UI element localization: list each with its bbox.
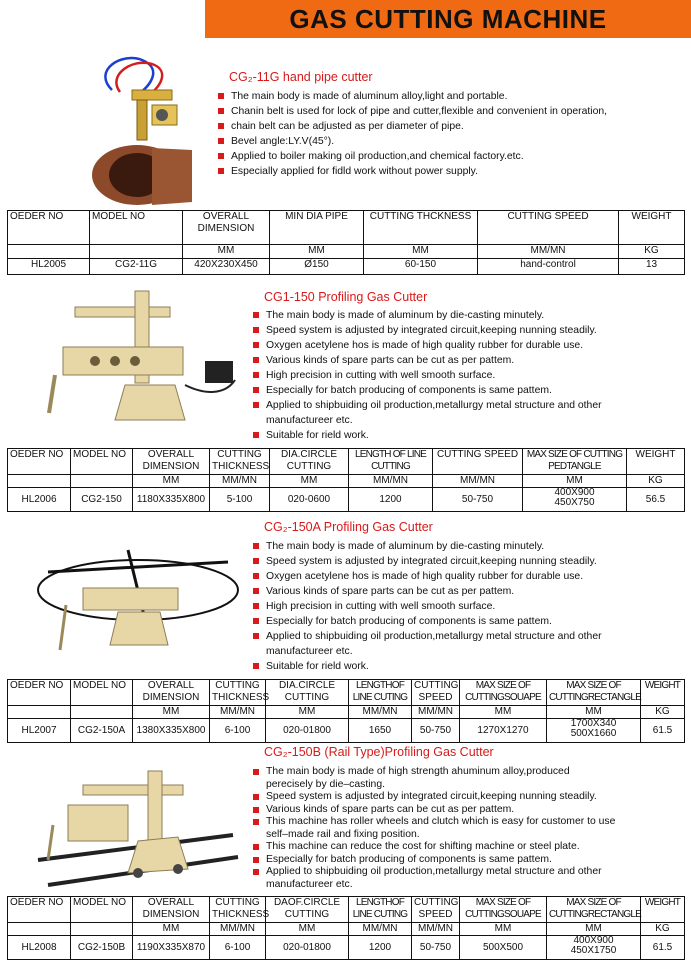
weight-cell: 13 xyxy=(619,259,685,275)
header-cell: DIA.CIRCLE CUTTING xyxy=(266,680,349,706)
header-cell: WEIGHT xyxy=(619,211,685,245)
data-cell: 60-150 xyxy=(364,259,478,275)
header-cell: CUTTING THICKNESS xyxy=(210,897,266,923)
s2-bullet: Applied to shipbuiding oil production,metallurgy metal structure and other xyxy=(252,398,602,413)
s4-spec-table xyxy=(7,896,685,960)
data-cell: 6-100 xyxy=(210,719,266,743)
header-cell: CUTTING THCKNESS xyxy=(364,211,478,245)
page-title: GAS CUTTING MACHINE xyxy=(289,3,607,34)
s4-bullet: The main body is made of high strength ahuminum alloy,produced xyxy=(252,766,615,779)
s1-bullet: Especially applied for fidld work without power supply. xyxy=(217,164,607,179)
unit-cell: MM/MN xyxy=(349,475,433,488)
unit-cell: KG xyxy=(641,923,685,936)
rail-cutter-image xyxy=(28,765,243,895)
rect-size-cell xyxy=(523,488,627,512)
unit-cell: MM/MN xyxy=(210,923,266,936)
unit-cell: MM/MN xyxy=(210,475,270,488)
header-cell: MAX SIZE OF CUTTINGRECTANGLE xyxy=(547,897,641,923)
unit-cell: MM xyxy=(270,245,364,259)
rect-size-a: 1700X340 xyxy=(570,718,617,729)
s3-bullet: The main body is made of aluminum by die-casting minutely. xyxy=(252,539,602,554)
s2-spec-table xyxy=(7,448,685,512)
s1-bullet: Chanin belt is used for lock of pipe and cutter,flexible and convenient in operation, xyxy=(217,104,607,119)
data-cell: 020-01800 xyxy=(266,936,349,960)
data-cell: 1190X335X870 xyxy=(133,936,210,960)
unit-cell xyxy=(8,706,71,719)
table-unit-row xyxy=(8,706,685,719)
s3-bullets xyxy=(252,539,602,674)
s3-title: CG₂-150A Profiling Gas Cutter xyxy=(264,520,433,534)
data-cell: 6-100 xyxy=(210,936,266,960)
s1-bullet: Applied to boiler making oil production,and chemical factory.etc. xyxy=(217,149,607,164)
s4-bullet: This machine has roller wheels and clutch which is easy for customer to use xyxy=(252,816,615,829)
header-cell: CUTTING SPEED xyxy=(478,211,619,245)
s2-bullet: Suitable for rield work. xyxy=(252,428,602,443)
header-cell: OEDER NO xyxy=(8,449,71,475)
unit-cell: MM xyxy=(266,923,349,936)
data-cell: 50-750 xyxy=(433,488,523,512)
unit-cell: MM xyxy=(133,475,210,488)
rect-size-cell xyxy=(547,936,641,960)
data-cell: 1380X335X800 xyxy=(133,719,210,743)
profiling-cutter-image xyxy=(35,285,245,435)
header-cell: MODEL NO xyxy=(90,211,183,245)
weight-cell: 61.5 xyxy=(641,936,685,960)
header-cell: MIN DIA PIPE xyxy=(270,211,364,245)
s3-bullet: Applied to shipbuiding oil production,metallurgy metal structure and other xyxy=(252,629,602,644)
header-cell: LENGTHOF LINE CUTING xyxy=(349,897,412,923)
s1-bullet: Bevel angle:LY.V(45°). xyxy=(217,134,607,149)
unit-cell: MM xyxy=(523,475,627,488)
data-cell: 1270X1270 xyxy=(460,719,547,743)
table-row xyxy=(8,259,685,275)
header-cell: MAX SIZE OF CUTTINGSOUAPE xyxy=(460,680,547,706)
data-cell: 500X500 xyxy=(460,936,547,960)
model-no-cell: CG2-150 xyxy=(71,488,133,512)
header-cell: LENGTH OF LINE CUTTING xyxy=(349,449,433,475)
rect-size-cell xyxy=(547,719,641,743)
data-cell: 5-100 xyxy=(210,488,270,512)
data-cell: Ø150 xyxy=(270,259,364,275)
s4-bullet: Applied to shipbuiding oil production,metallurgy metal structure and other xyxy=(252,866,615,879)
header-cell: CUTTING SPEED xyxy=(412,897,460,923)
s4-bullet: manufactureer etc. xyxy=(266,878,353,890)
data-cell: 1180X335X800 xyxy=(133,488,210,512)
s2-bullet: The main body is made of aluminum by die-casting minutely. xyxy=(252,308,602,323)
rect-size-b: 500X1660 xyxy=(570,728,617,739)
unit-cell xyxy=(8,923,71,936)
header-cell: WEIGHT xyxy=(641,680,685,706)
table-row xyxy=(8,488,685,512)
header-cell: OVERALL DIMENSION xyxy=(133,680,210,706)
data-cell: 1650 xyxy=(349,719,412,743)
s1-bullet: The main body is made of aluminum alloy,light and portable. xyxy=(217,89,607,104)
s2-bullets xyxy=(252,308,602,443)
s4-bullet: Especially for batch producing of components is same pattem. xyxy=(252,854,615,867)
title-banner xyxy=(205,0,691,38)
unit-cell: MM/MN xyxy=(412,706,460,719)
unit-cell xyxy=(8,475,71,488)
profiling-cutter-150a-image xyxy=(28,540,243,665)
table-unit-row xyxy=(8,923,685,936)
table-unit-row xyxy=(8,245,685,259)
s4-bullet: Speed system is adjusted by integrated circuit,keeping nunning steadily. xyxy=(252,791,615,804)
unit-cell: MM/MN xyxy=(478,245,619,259)
weight-cell: 56.5 xyxy=(627,488,685,512)
header-cell: CUTTING THICKNESS xyxy=(210,680,266,706)
header-cell: OVERALL DIMENSION xyxy=(133,897,210,923)
s2-bullet: High precision in cutting with well smooth surface. xyxy=(252,368,602,383)
header-cell: MODEL NO xyxy=(71,449,133,475)
s4-bullet: Various kinds of spare parts can be cut as per pattem. xyxy=(252,804,615,817)
header-cell: DAOF.CIRCLE CUTTING xyxy=(266,897,349,923)
unit-cell: MM xyxy=(460,706,547,719)
s1-spec-table xyxy=(7,210,685,275)
header-cell: OVERALL DIMENSION xyxy=(133,449,210,475)
header-cell: WEIGHT xyxy=(627,449,685,475)
s3-spec-table xyxy=(7,679,685,743)
table-row xyxy=(8,719,685,743)
unit-cell xyxy=(71,475,133,488)
table-row xyxy=(8,936,685,960)
s3-bullet: Speed system is adjusted by integrated circuit,keeping nunning steadily. xyxy=(252,554,602,569)
header-cell: MAX SIZE OF CUTTINGRECTANGLE xyxy=(547,680,641,706)
unit-cell: MM xyxy=(133,706,210,719)
s1-bullet: chain belt can be adjusted as per diameter of pipe. xyxy=(217,119,607,134)
s2-bullet: Speed system is adjusted by integrated circuit,keeping nunning steadily. xyxy=(252,323,602,338)
table-header-row xyxy=(8,680,685,706)
unit-cell: MM xyxy=(460,923,547,936)
unit-cell: KG xyxy=(627,475,685,488)
unit-cell xyxy=(71,923,133,936)
s4-bullet: This machine can reduce the cost for shifting machine or steel plate. xyxy=(252,841,615,854)
s3-bullet: Oxygen acetylene hos is made of high quality rubber for durable use. xyxy=(252,569,602,584)
unit-cell: MM/MN xyxy=(433,475,523,488)
table-header-row xyxy=(8,211,685,245)
unit-cell: MM xyxy=(183,245,270,259)
data-cell: 1200 xyxy=(349,488,433,512)
header-cell: CUTTING THICKNESS xyxy=(210,449,270,475)
s4-bullets xyxy=(252,766,615,891)
data-cell: 020-0600 xyxy=(270,488,349,512)
order-no-cell: HL2008 xyxy=(8,936,71,960)
header-cell: OVERALL DIMENSION xyxy=(183,211,270,245)
unit-cell: MM/MN xyxy=(349,923,412,936)
data-cell: 1200 xyxy=(349,936,412,960)
data-cell: 020-01800 xyxy=(266,719,349,743)
order-no-cell: HL2007 xyxy=(8,719,71,743)
s1-bullets xyxy=(217,89,607,179)
header-cell: OEDER NO xyxy=(8,680,71,706)
header-cell: WEIGHT xyxy=(641,897,685,923)
pipe-cutter-image xyxy=(82,50,202,210)
model-no-cell: CG2-11G xyxy=(90,259,183,275)
s1-title: CG₂-11G hand pipe cutter xyxy=(229,70,373,84)
header-cell: DIA.CIRCLE CUTTING xyxy=(270,449,349,475)
rect-size-a: 400X900 xyxy=(554,487,595,498)
rect-size-b: 450X1750 xyxy=(570,945,617,956)
table-header-row xyxy=(8,897,685,923)
data-cell: hand-control xyxy=(478,259,619,275)
header-cell: CUTTING SPEED xyxy=(433,449,523,475)
unit-cell xyxy=(8,245,90,259)
header-cell: OEDER NO xyxy=(8,211,90,245)
unit-cell: MM/MN xyxy=(349,706,412,719)
s2-title: CG1-150 Profiling Gas Cutter xyxy=(264,290,428,304)
rect-size-a: 400X900 xyxy=(573,935,614,946)
unit-cell xyxy=(90,245,183,259)
model-no-cell: CG2-150B xyxy=(71,936,133,960)
unit-cell: MM xyxy=(133,923,210,936)
unit-cell: MM xyxy=(364,245,478,259)
data-cell: 420X230X450 xyxy=(183,259,270,275)
s2-bullet: Various kinds of spare parts can be cut as per pattem. xyxy=(252,353,602,368)
header-cell: MAX SIZE OF CUTTING PEDTANGLE xyxy=(523,449,627,475)
header-cell: LENGTHOF LINE CUTING xyxy=(349,680,412,706)
s2-bullet: manufactureer etc. xyxy=(266,415,353,426)
model-no-cell: CG2-150A xyxy=(71,719,133,743)
table-unit-row xyxy=(8,475,685,488)
order-no-cell: HL2005 xyxy=(8,259,90,275)
unit-cell: MM/MN xyxy=(412,923,460,936)
s3-bullet: High precision in cutting with well smooth surface. xyxy=(252,599,602,614)
order-no-cell: HL2006 xyxy=(8,488,71,512)
s2-bullet: Oxygen acetylene hos is made of high quality rubber for durable use. xyxy=(252,338,602,353)
unit-cell: MM xyxy=(266,706,349,719)
unit-cell: KG xyxy=(619,245,685,259)
s4-bullet: perecisely by die–casting. xyxy=(266,778,385,790)
data-cell: 50-750 xyxy=(412,936,460,960)
table-header-row xyxy=(8,449,685,475)
s2-bullet: Especially for batch producing of components is same pattem. xyxy=(252,383,602,398)
header-cell: MODEL NO xyxy=(71,897,133,923)
unit-cell: KG xyxy=(641,706,685,719)
s3-bullet: Suitable for rield work. xyxy=(252,659,602,674)
s3-bullet: Various kinds of spare parts can be cut as per pattem. xyxy=(252,584,602,599)
unit-cell: MM/MN xyxy=(210,706,266,719)
header-cell: MODEL NO xyxy=(71,680,133,706)
s3-bullet: manufactureer etc. xyxy=(266,646,353,657)
weight-cell: 61.5 xyxy=(641,719,685,743)
data-cell: 50-750 xyxy=(412,719,460,743)
unit-cell: MM xyxy=(270,475,349,488)
s4-bullet: self–made rail and fixing position. xyxy=(266,828,420,840)
s3-bullet: Especially for batch producing of components is same pattem. xyxy=(252,614,602,629)
s4-title: CG₂-150B (Rail Type)Profiling Gas Cutter xyxy=(264,745,494,759)
header-cell: CUTTING SPEED xyxy=(412,680,460,706)
rect-size-b: 450X750 xyxy=(554,497,595,508)
header-cell: MAX SIZE OF CUTTINGSOUAPE xyxy=(460,897,547,923)
unit-cell: MM xyxy=(547,923,641,936)
unit-cell: MM xyxy=(547,706,641,719)
unit-cell xyxy=(71,706,133,719)
header-cell: OEDER NO xyxy=(8,897,71,923)
